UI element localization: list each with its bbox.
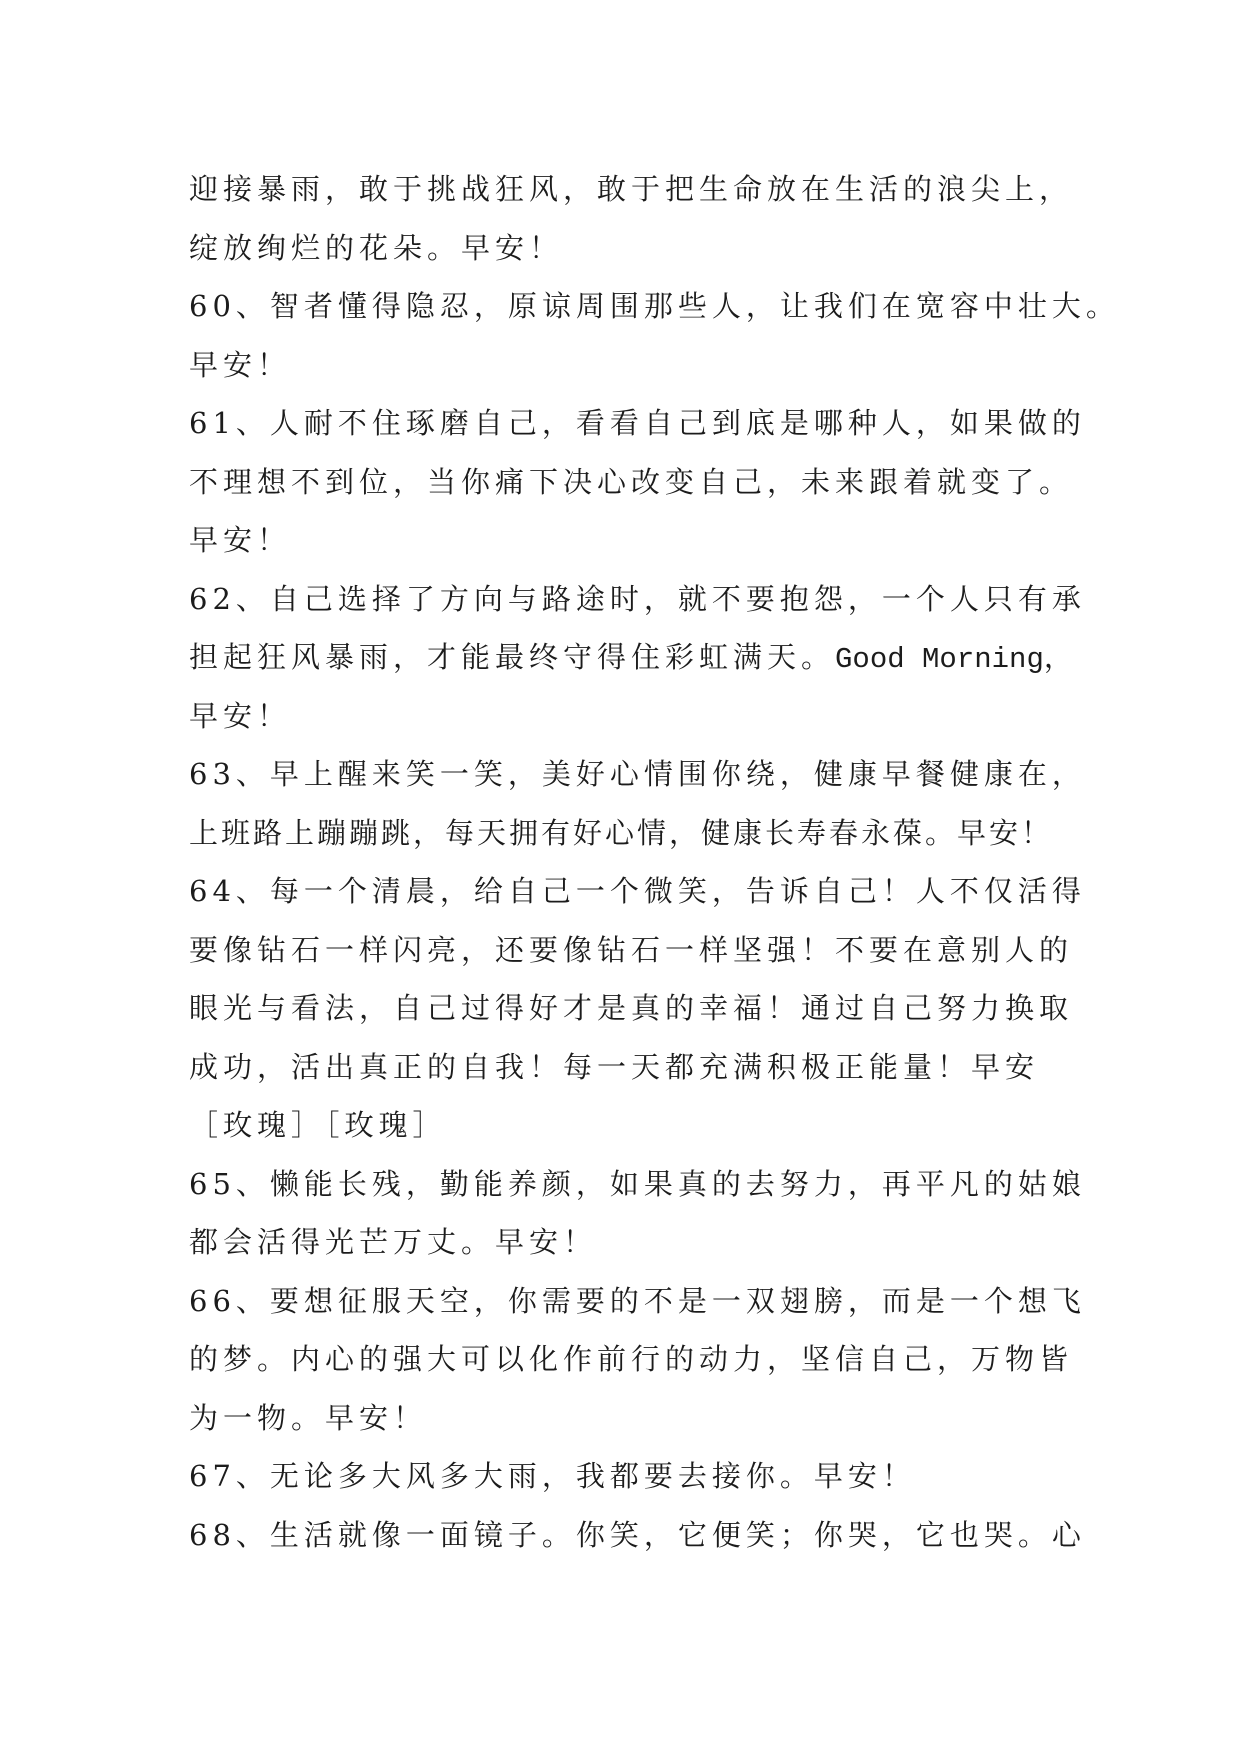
- text-line: 64、每一个清晨，给自己一个微笑，告诉自己！人不仅活得: [189, 874, 1086, 908]
- text-line: [189, 628, 1149, 687]
- text-line: 61、人耐不住琢磨自己，看看自己到底是哪种人，如果做的: [189, 406, 1086, 440]
- text-line: 成功，活出真正的自我！每一天都充满积极正能量！早安: [189, 1049, 1040, 1084]
- body-text: [189, 160, 1149, 1564]
- text-line: 60、智者懂得隐忍，原谅周围那些人，让我们在宽容中壮大。: [189, 289, 1120, 323]
- text-line: 早安！: [189, 698, 292, 733]
- text-line: 绽放绚烂的花朵。早安！: [189, 230, 564, 265]
- text-line: 的梦。内心的强大可以化作前行的动力，坚信自己，万物皆: [189, 1342, 1074, 1376]
- text-line: 迎接暴雨，敢于挑战狂风，敢于把生命放在生活的浪尖上，: [189, 172, 1074, 206]
- text-segment: 担起狂风暴雨，才能最终守得住彩虹满天。: [189, 640, 836, 674]
- text-line: 为一物。早安！: [189, 1400, 428, 1435]
- text-line: 68、生活就像一面镜子。你笑，它便笑；你哭，它也哭。心: [189, 1517, 1086, 1552]
- text-line: 眼光与看法，自己过得好才是真的幸福！通过自己努力换取: [189, 991, 1074, 1025]
- text-line: 早安！: [189, 347, 292, 382]
- text-line: 63、早上醒来笑一笑，美好心情围你绕，健康早餐健康在，: [189, 757, 1086, 791]
- latin-text-segment: Good Morning，: [835, 643, 1073, 676]
- text-line: 67、无论多大风多大雨，我都要去接你。早安！: [189, 1459, 916, 1493]
- text-line: ［玫瑰］［玫瑰］: [189, 1108, 447, 1142]
- text-line: 早安！: [189, 523, 292, 557]
- text-line: 不理想不到位，当你痛下决心改变自己，未来跟着就变了。: [189, 464, 1074, 499]
- text-line: 要像钻石一样闪亮，还要像钻石一样坚强！不要在意别人的: [189, 932, 1074, 967]
- text-line: 上班路上蹦蹦跳，每天拥有好心情，健康长寿春永葆。早安！: [189, 815, 1054, 850]
- text-line: 62、自己选择了方向与路途时，就不要抱怨，一个人只有承: [189, 581, 1086, 616]
- text-line: 66、要想征服天空，你需要的不是一双翅膀，而是一个想飞: [189, 1283, 1086, 1318]
- text-line: 65、懒能长残，勤能养颜，如果真的去努力，再平凡的姑娘: [189, 1166, 1086, 1201]
- text-line: 都会活得光芒万丈。早安！: [189, 1225, 598, 1259]
